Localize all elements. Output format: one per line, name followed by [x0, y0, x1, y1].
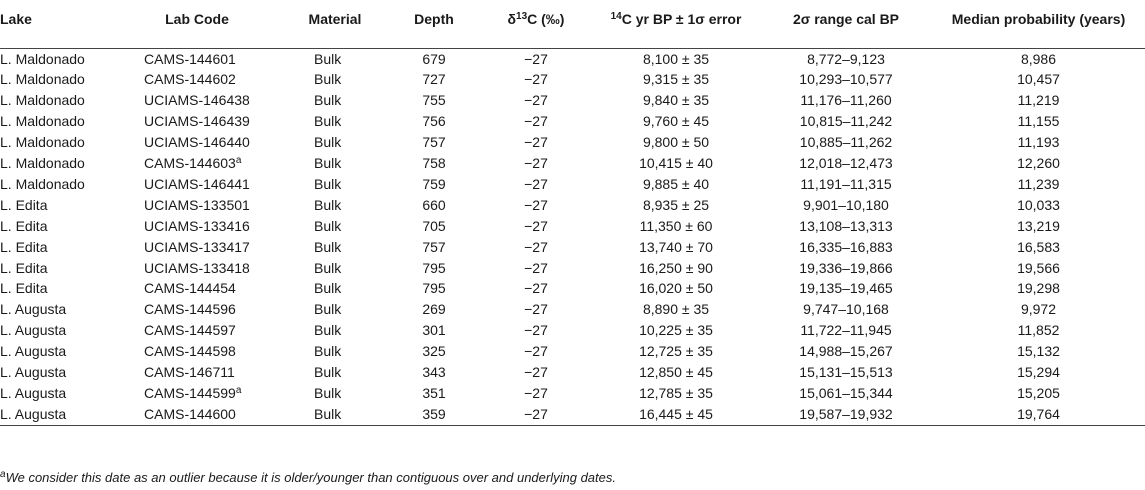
cell-d13c: −27 [524, 385, 548, 401]
cell-median: 11,193 [1017, 134, 1060, 151]
cell-lab-code: CAMS-144596 [144, 301, 236, 318]
cell-d13c: −27 [524, 175, 548, 192]
cell-cal-range: 19,587–19,932 [760, 404, 932, 425]
table-row [0, 383, 1145, 404]
cell-median: 12,260 [1017, 155, 1060, 172]
cell-lake: L. Augusta [0, 343, 67, 360]
table-header-row [0, 0, 1145, 48]
cell-median: 10,457 [1017, 71, 1060, 88]
table-row [0, 404, 1145, 425]
cell-material: Bulk [314, 301, 342, 318]
cell-lab-code: UCIAMS-146439 [144, 113, 250, 130]
cell-depth: 351 [422, 385, 446, 401]
cell-cal-range: 19,336–19,866 [799, 259, 893, 276]
header-d13c: $\delta^{13}C$ (‰) [507, 11, 565, 27]
cell-median: 11,239 [1017, 175, 1060, 192]
cell-lake: L. Augusta [0, 322, 67, 339]
cell-d13c: −27 [524, 238, 548, 255]
cell-cal-range: 12,018–12,473 [799, 155, 893, 172]
cell-depth: 705 [422, 217, 446, 234]
cell-depth: 343 [422, 364, 446, 381]
cell-lab-code: CAMS-144599$^a$ [144, 385, 242, 401]
table-row [0, 174, 1145, 195]
cell-c14-age: 13,740 ± 70 [639, 238, 713, 255]
cell-lake: L. Maldonado [0, 175, 85, 192]
table-footnote [0, 470, 616, 485]
cell-lab-code: CAMS-144603$^a$ [144, 155, 242, 172]
outlier-marker: a [235, 385, 242, 396]
header-c14-age: $^{14}$C yr BP ± 1σ error [610, 11, 742, 27]
cell-cal-range: 10,815–11,242 [799, 113, 893, 130]
cell-c14-age: 10,225 ± 35 [639, 322, 713, 339]
cell-material: Bulk [314, 196, 342, 213]
cell-material: Bulk [282, 404, 388, 425]
table-row [0, 216, 1145, 237]
cell-depth: 759 [422, 175, 446, 192]
header-depth: Depth [414, 11, 454, 27]
cell-depth: 660 [422, 196, 446, 213]
cell-d13c: −27 [524, 113, 548, 130]
cell-material: Bulk [314, 71, 342, 88]
cell-lake: L. Maldonado [0, 71, 85, 88]
cell-lab-code: CAMS-144601 [144, 50, 236, 67]
cell-cal-range: 15,131–15,513 [799, 364, 893, 381]
cell-median: 15,205 [1017, 385, 1060, 401]
cell-depth: 755 [422, 92, 446, 109]
cell-material: Bulk [314, 217, 342, 234]
table-row [0, 320, 1145, 341]
cell-d13c: −27 [524, 155, 548, 172]
table-row [0, 90, 1145, 111]
cell-lab-code: CAMS-144600 [112, 404, 282, 425]
cell-c14-age: 9,840 ± 35 [642, 92, 710, 109]
cell-median: 11,219 [1017, 92, 1060, 109]
cell-depth: 795 [422, 280, 446, 297]
cell-lake: L. Maldonado [0, 113, 85, 130]
cell-cal-range: 11,722–11,945 [800, 322, 892, 339]
cell-c14-age: 16,020 ± 50 [639, 280, 713, 297]
table-row [0, 237, 1145, 258]
cell-d13c: −27 [524, 196, 548, 213]
footnote-text: We consider this date as an outlier because it is older/younger than contiguous over and underlying dates. [5, 470, 616, 485]
cell-material: Bulk [314, 113, 342, 130]
table-row [0, 278, 1145, 299]
cell-material: Bulk [314, 134, 342, 151]
cell-c14-age: 16,445 ± 45 [592, 404, 760, 425]
cell-cal-range: 14,988–15,267 [799, 343, 893, 360]
cell-lab-code: CAMS-144454 [144, 280, 236, 297]
cell-d13c: −27 [524, 259, 548, 276]
cell-median: 19,566 [1017, 259, 1060, 276]
cell-median: 11,852 [1017, 322, 1060, 339]
cell-depth: 727 [422, 71, 446, 88]
cell-lake: L. Maldonado [0, 155, 85, 172]
header-material: Material [308, 11, 362, 27]
table-row [0, 111, 1145, 132]
cell-median: 9,972 [1020, 301, 1057, 318]
cell-cal-range: 10,885–11,262 [799, 134, 893, 151]
cell-cal-range: 11,191–11,315 [800, 175, 892, 192]
table-row [0, 48, 1145, 69]
cell-material: Bulk [314, 238, 342, 255]
cell-lake: L. Edita [0, 196, 48, 213]
cell-median: 11,155 [1017, 113, 1060, 130]
cell-lake: L. Edita [0, 217, 48, 234]
cell-c14-age: 12,725 ± 35 [639, 343, 713, 360]
cell-lake: L. Maldonado [0, 92, 85, 109]
cell-lake: L. Edita [0, 259, 48, 276]
cell-d13c: −27 [524, 217, 548, 234]
cell-material: Bulk [314, 322, 342, 339]
cell-c14-age: 16,250 ± 90 [639, 259, 713, 276]
cell-depth: 757 [422, 238, 446, 255]
cell-lab-code: UCIAMS-133418 [144, 259, 250, 276]
cell-cal-range: 15,061–15,344 [799, 385, 893, 401]
cell-cal-range: 19,135–19,465 [799, 280, 893, 297]
header-median-probability: Median probability (years) [951, 11, 1126, 27]
cell-d13c: −27 [480, 404, 592, 425]
table-row [0, 153, 1145, 174]
cell-lake: L. Edita [0, 238, 48, 255]
cell-depth: 269 [422, 301, 446, 318]
cell-depth: 679 [422, 50, 446, 67]
cell-c14-age: 8,935 ± 25 [642, 196, 710, 213]
cell-d13c: −27 [524, 322, 548, 339]
cell-lab-code: UCIAMS-133501 [144, 196, 250, 213]
cell-c14-age: 11,350 ± 60 [639, 217, 713, 234]
cell-lab-code: UCIAMS-133416 [144, 217, 250, 234]
cell-median: 13,219 [1017, 217, 1060, 234]
cell-c14-age: 8,890 ± 35 [642, 301, 710, 318]
cell-c14-age: 8,100 ± 35 [642, 50, 710, 67]
cell-material: Bulk [314, 280, 342, 297]
cell-d13c: −27 [524, 134, 548, 151]
cell-lab-code: CAMS-144598 [144, 343, 236, 360]
cell-d13c: −27 [524, 71, 548, 88]
cell-lake: L. Augusta [0, 301, 67, 318]
cell-depth: 758 [422, 155, 446, 172]
cell-lab-code: UCIAMS-146438 [144, 92, 250, 109]
cell-material: Bulk [314, 364, 342, 381]
cell-c14-age: 9,315 ± 35 [642, 71, 710, 88]
cell-lab-code: UCIAMS-146440 [144, 134, 250, 151]
cell-material: Bulk [314, 50, 342, 67]
cell-c14-age: 9,760 ± 45 [642, 113, 710, 130]
cell-d13c: −27 [524, 50, 548, 67]
cell-c14-age: 9,885 ± 40 [642, 175, 710, 192]
cell-lake: L. Maldonado [0, 134, 85, 151]
table-row [0, 299, 1145, 320]
cell-lake: L. Augusta [0, 364, 67, 381]
cell-material: Bulk [314, 259, 342, 276]
cell-d13c: −27 [524, 364, 548, 381]
cell-depth: 795 [422, 259, 446, 276]
cell-d13c: −27 [524, 280, 548, 297]
cell-depth: 325 [422, 343, 446, 360]
header-lab-code: Lab Code [165, 11, 229, 27]
cell-depth: 756 [422, 113, 446, 130]
footnote-marker: a [0, 469, 6, 480]
cell-material: Bulk [314, 92, 342, 109]
table-row [0, 362, 1145, 383]
cell-lab-code: CAMS-146711 [144, 364, 235, 381]
cell-depth: 301 [422, 322, 446, 339]
cell-median: 19,298 [1017, 280, 1060, 297]
cell-d13c: −27 [524, 301, 548, 318]
cell-cal-range: 13,108–13,313 [799, 217, 893, 234]
cell-material: Bulk [314, 175, 342, 192]
cell-lab-code: CAMS-144602 [144, 71, 236, 88]
header-cal-range: 2σ range cal BP [792, 11, 900, 27]
cell-material: Bulk [314, 385, 342, 401]
cell-d13c: −27 [524, 92, 548, 109]
cell-cal-range: 16,335–16,883 [799, 238, 893, 255]
cell-depth: 359 [388, 404, 480, 425]
cell-c14-age: 9,800 ± 50 [642, 134, 710, 151]
cell-median: 10,033 [1017, 196, 1060, 213]
cell-lake: L. Maldonado [0, 50, 85, 67]
cell-depth: 757 [422, 134, 446, 151]
cell-median: 16,583 [1017, 238, 1060, 255]
table-row [0, 258, 1145, 279]
cell-cal-range: 8,772–9,123 [807, 50, 885, 67]
header-lake: Lake [0, 11, 32, 27]
cell-lake: L. Augusta [0, 404, 112, 425]
cell-median: 8,986 [1020, 50, 1057, 67]
cell-lab-code: UCIAMS-133417 [144, 238, 250, 255]
cell-cal-range: 9,901–10,180 [803, 196, 889, 213]
cell-lab-code: UCIAMS-146441 [144, 175, 250, 192]
cell-median: 19,764 [932, 404, 1145, 425]
cell-cal-range: 11,176–11,260 [800, 92, 892, 109]
cell-lab-code: CAMS-144597 [144, 322, 236, 339]
table-row [0, 195, 1145, 216]
cell-d13c: −27 [524, 343, 548, 360]
cell-lake: L. Edita [0, 280, 48, 297]
table-row [0, 341, 1145, 362]
cell-lake: L. Augusta [0, 385, 67, 401]
cell-cal-range: 9,747–10,168 [803, 301, 889, 318]
cell-c14-age: 10,415 ± 40 [639, 155, 713, 172]
cell-c14-age: 12,850 ± 45 [639, 364, 713, 381]
table-row [0, 69, 1145, 90]
outlier-marker: a [235, 155, 242, 167]
cell-material: Bulk [314, 343, 342, 360]
cell-c14-age: 12,785 ± 35 [639, 385, 713, 401]
cell-median: 15,132 [1017, 343, 1060, 360]
table-row [0, 132, 1145, 153]
cell-cal-range: 10,293–10,577 [799, 71, 893, 88]
cell-median: 15,294 [1017, 364, 1060, 381]
cell-material: Bulk [314, 155, 342, 172]
